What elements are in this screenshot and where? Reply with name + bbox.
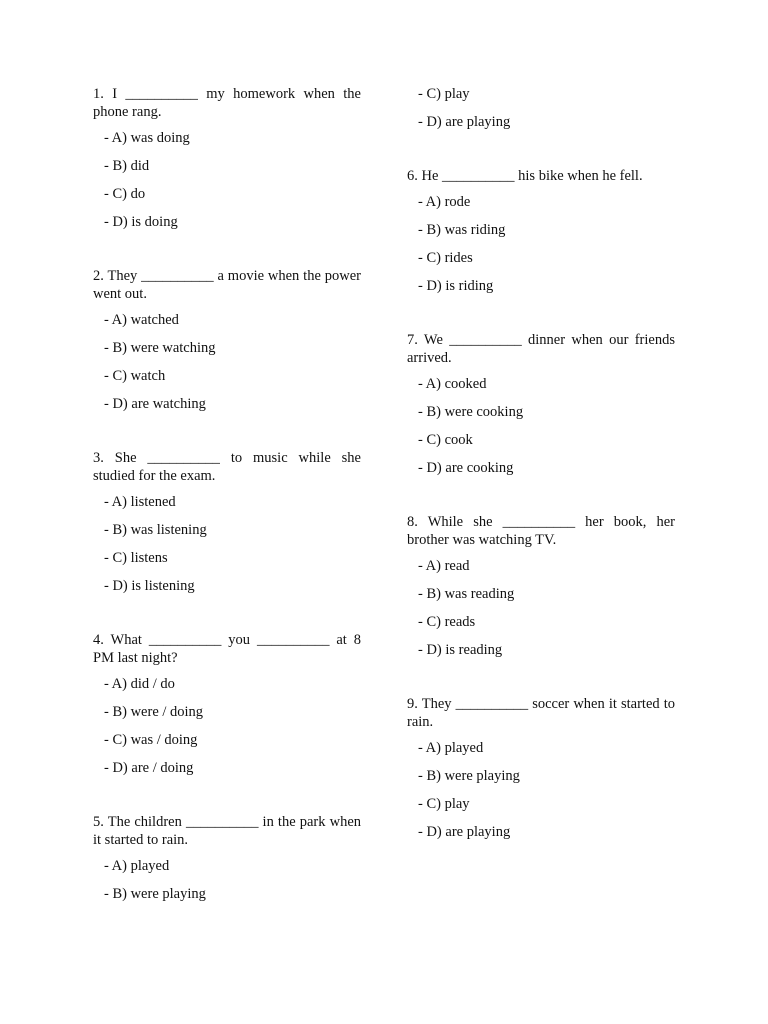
- option-c: - C) rides: [418, 250, 473, 266]
- option-d: - D) are cooking: [418, 460, 514, 476]
- option-d: - D) are playing: [418, 114, 511, 130]
- option-b: - B) was reading: [418, 586, 515, 602]
- question-stem: 1. I __________ my homework when the phone rang.: [93, 86, 361, 120]
- option-b: - B) were cooking: [418, 404, 524, 420]
- option-b: - B) was listening: [104, 522, 207, 538]
- question-7: [407, 331, 675, 477]
- question-stem: 6. He __________ his bike when he fell.: [407, 168, 643, 184]
- option-b: - B) were watching: [104, 340, 216, 356]
- option-a: - A) rode: [418, 194, 471, 210]
- question-stem: 7. We __________ dinner when our friends arrived.: [407, 332, 675, 366]
- option-a: - A) played: [418, 740, 484, 756]
- question-stem: 2. They __________ a movie when the power went out.: [93, 268, 361, 302]
- question-stem: 8. While she __________ her book, her brother was watching TV.: [407, 514, 675, 548]
- question-2: [93, 267, 361, 413]
- question-stem: 5. The children __________ in the park when it started to rain.: [93, 814, 361, 848]
- question-4: [93, 631, 361, 777]
- option-b: - B) were / doing: [104, 704, 204, 720]
- question-stem: 3. She __________ to music while she studied for the exam.: [93, 450, 361, 484]
- option-a: - A) read: [418, 558, 470, 574]
- option-c: - C) play: [418, 86, 470, 102]
- question-5-continued: [407, 85, 675, 131]
- option-c: - C) watch: [104, 368, 166, 384]
- option-d: - D) is doing: [104, 214, 178, 230]
- option-a: - A) watched: [104, 312, 179, 328]
- question-stem: 9. They __________ soccer when it started to rain.: [407, 696, 675, 730]
- question-8: [407, 513, 675, 659]
- option-d: - D) are watching: [104, 396, 206, 412]
- option-d: - D) is riding: [418, 278, 494, 294]
- right-column: [407, 85, 675, 877]
- question-5: [93, 813, 361, 903]
- option-d: - D) are / doing: [104, 760, 194, 776]
- option-b: - B) did: [104, 158, 150, 174]
- option-a: - A) was doing: [104, 130, 190, 146]
- question-6: [407, 167, 675, 295]
- option-d: - D) is listening: [104, 578, 195, 594]
- option-c: - C) listens: [104, 550, 168, 566]
- option-b: - B) were playing: [104, 886, 206, 902]
- option-a: - A) played: [104, 858, 170, 874]
- option-c: - C) was / doing: [104, 732, 198, 748]
- left-column: [93, 85, 361, 939]
- option-a: - A) did / do: [104, 676, 175, 692]
- option-c: - C) do: [104, 186, 146, 202]
- option-a: - A) cooked: [418, 376, 487, 392]
- question-stem: 4. What __________ you __________ at 8 PM last night?: [93, 632, 361, 666]
- option-c: - C) reads: [418, 614, 476, 630]
- option-a: - A) listened: [104, 494, 176, 510]
- option-c: - C) play: [418, 796, 470, 812]
- option-d: - D) is reading: [418, 642, 503, 658]
- option-b: - B) was riding: [418, 222, 506, 238]
- option-d: - D) are playing: [418, 824, 511, 840]
- question-9: [407, 695, 675, 841]
- question-3: [93, 449, 361, 595]
- option-b: - B) were playing: [418, 768, 520, 784]
- question-1: [93, 85, 361, 231]
- option-c: - C) cook: [418, 432, 473, 448]
